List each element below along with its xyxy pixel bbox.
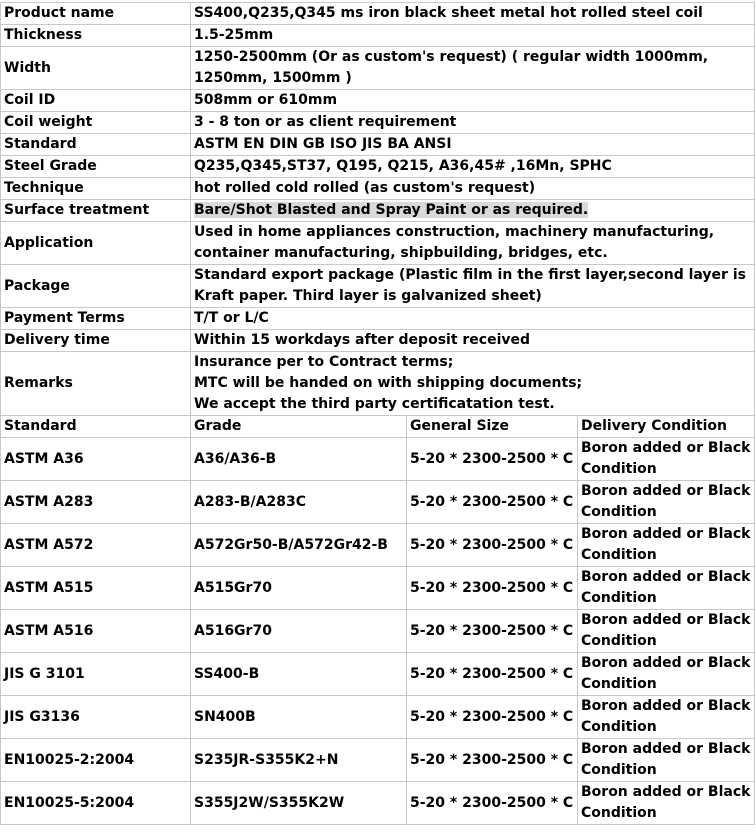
spec-row-standard bbox=[1, 134, 755, 156]
cell-standard: EN10025-5:2004 bbox=[1, 782, 191, 825]
table-row bbox=[1, 696, 755, 739]
spec-label: Technique bbox=[1, 178, 191, 200]
cell-standard: ASTM A283 bbox=[1, 481, 191, 524]
table-row bbox=[1, 481, 755, 524]
spec-value bbox=[191, 352, 755, 416]
spec-row-remarks bbox=[1, 352, 755, 416]
spec-label: Package bbox=[1, 265, 191, 308]
cell-grade: SS400-B bbox=[191, 653, 407, 696]
cell-grade: A516Gr70 bbox=[191, 610, 407, 653]
spec-row-thickness bbox=[1, 25, 755, 47]
cell-grade: A572Gr50-B/A572Gr42-B bbox=[191, 524, 407, 567]
cell-general-size: 5-20 * 2300-2500 * C bbox=[407, 610, 578, 653]
cell-general-size: 5-20 * 2300-2500 * C bbox=[407, 524, 578, 567]
spec-row-payment-terms bbox=[1, 308, 755, 330]
spec-row-technique bbox=[1, 178, 755, 200]
spec-row-coil-id bbox=[1, 90, 755, 112]
cell-grade: SN400B bbox=[191, 696, 407, 739]
cell-general-size: 5-20 * 2300-2500 * C bbox=[407, 567, 578, 610]
table-row bbox=[1, 739, 755, 782]
cell-grade: A36/A36-B bbox=[191, 438, 407, 481]
spec-row-application bbox=[1, 222, 755, 265]
spec-value: 3 - 8 ton or as client requirement bbox=[191, 112, 755, 134]
cell-general-size: 5-20 * 2300-2500 * C bbox=[407, 782, 578, 825]
spec-label: Width bbox=[1, 47, 191, 90]
spec-row-surface-treatment bbox=[1, 200, 755, 222]
grades-table bbox=[0, 415, 755, 825]
spec-value: 1.5-25mm bbox=[191, 25, 755, 47]
spec-label: Coil weight bbox=[1, 112, 191, 134]
cell-general-size: 5-20 * 2300-2500 * C bbox=[407, 438, 578, 481]
cell-standard: EN10025-2:2004 bbox=[1, 739, 191, 782]
cell-general-size: 5-20 * 2300-2500 * C bbox=[407, 696, 578, 739]
spec-table bbox=[0, 2, 755, 416]
spec-value: Q235,Q345,ST37, Q195, Q215, A36,45# ,16Mn, SPHC bbox=[191, 156, 755, 178]
spec-value: ASTM EN DIN GB ISO JIS BA ANSI bbox=[191, 134, 755, 156]
cell-grade: S235JR-S355K2+N bbox=[191, 739, 407, 782]
spec-label: Coil ID bbox=[1, 90, 191, 112]
spec-value: Standard export package (Plastic film in the first layer,second layer is Kraft paper. Third layer is galvanized sheet) bbox=[191, 265, 755, 308]
spec-row-coil-weight bbox=[1, 112, 755, 134]
remarks-line: Insurance per to Contract terms; bbox=[194, 354, 454, 370]
spec-value: Within 15 workdays after deposit received bbox=[191, 330, 755, 352]
cell-general-size: 5-20 * 2300-2500 * C bbox=[407, 653, 578, 696]
cell-standard: ASTM A36 bbox=[1, 438, 191, 481]
spec-label: Remarks bbox=[1, 352, 191, 416]
spec-label: Standard bbox=[1, 134, 191, 156]
column-header-general-size: General Size bbox=[407, 416, 578, 438]
spec-value: T/T or L/C bbox=[191, 308, 755, 330]
cell-delivery-condition: Boron added or Black Condition bbox=[578, 524, 755, 567]
cell-delivery-condition: Boron added or Black Condition bbox=[578, 567, 755, 610]
cell-delivery-condition: Boron added or Black Condition bbox=[578, 653, 755, 696]
cell-grade: S355J2W/S355K2W bbox=[191, 782, 407, 825]
grades-header-row bbox=[1, 416, 755, 438]
spec-row-delivery-time bbox=[1, 330, 755, 352]
spec-value: 1250-2500mm (Or as custom's request) ( regular width 1000mm, 1250mm, 1500mm ) bbox=[191, 47, 755, 90]
spec-row-product-name bbox=[1, 3, 755, 25]
cell-standard: ASTM A572 bbox=[1, 524, 191, 567]
spec-value bbox=[191, 200, 755, 222]
cell-delivery-condition: Boron added or Black Condition bbox=[578, 481, 755, 524]
cell-delivery-condition: Boron added or Black Condition bbox=[578, 739, 755, 782]
cell-grade: A515Gr70 bbox=[191, 567, 407, 610]
table-row bbox=[1, 782, 755, 825]
cell-general-size: 5-20 * 2300-2500 * C bbox=[407, 481, 578, 524]
table-row bbox=[1, 610, 755, 653]
spec-row-steel-grade bbox=[1, 156, 755, 178]
spec-value: 508mm or 610mm bbox=[191, 90, 755, 112]
remarks-line: We accept the third party certificatation test. bbox=[194, 396, 555, 412]
table-row bbox=[1, 524, 755, 567]
spec-value: hot rolled cold rolled (as custom's request) bbox=[191, 178, 755, 200]
column-header-grade: Grade bbox=[191, 416, 407, 438]
cell-delivery-condition: Boron added or Black Condition bbox=[578, 782, 755, 825]
cell-grade: A283-B/A283C bbox=[191, 481, 407, 524]
remarks-line: MTC will be handed on with shipping documents; bbox=[194, 375, 583, 391]
table-row bbox=[1, 567, 755, 610]
cell-standard: ASTM A516 bbox=[1, 610, 191, 653]
spec-label: Product name bbox=[1, 3, 191, 25]
table-row bbox=[1, 438, 755, 481]
spec-label: Application bbox=[1, 222, 191, 265]
cell-standard: JIS G 3101 bbox=[1, 653, 191, 696]
spec-label: Surface treatment bbox=[1, 200, 191, 222]
cell-delivery-condition: Boron added or Black Condition bbox=[578, 438, 755, 481]
column-header-standard: Standard bbox=[1, 416, 191, 438]
spec-label: Steel Grade bbox=[1, 156, 191, 178]
spec-row-width bbox=[1, 47, 755, 90]
spec-row-package bbox=[1, 265, 755, 308]
cell-general-size: 5-20 * 2300-2500 * C bbox=[407, 739, 578, 782]
spec-label: Payment Terms bbox=[1, 308, 191, 330]
spec-value: SS400,Q235,Q345 ms iron black sheet metal hot rolled steel coil bbox=[191, 3, 755, 25]
cell-delivery-condition: Boron added or Black Condition bbox=[578, 696, 755, 739]
column-header-delivery-condition: Delivery Condition bbox=[578, 416, 755, 438]
cell-delivery-condition: Boron added or Black Condition bbox=[578, 610, 755, 653]
spec-label: Thickness bbox=[1, 25, 191, 47]
highlighted-text: Bare/Shot Blasted and Spray Paint or as required. bbox=[194, 202, 589, 218]
cell-standard: ASTM A515 bbox=[1, 567, 191, 610]
spec-label: Delivery time bbox=[1, 330, 191, 352]
cell-standard: JIS G3136 bbox=[1, 696, 191, 739]
table-row bbox=[1, 653, 755, 696]
spec-value: Used in home appliances construction, machinery manufacturing, container manufacturing, shipbuilding, bridges, etc. bbox=[191, 222, 755, 265]
